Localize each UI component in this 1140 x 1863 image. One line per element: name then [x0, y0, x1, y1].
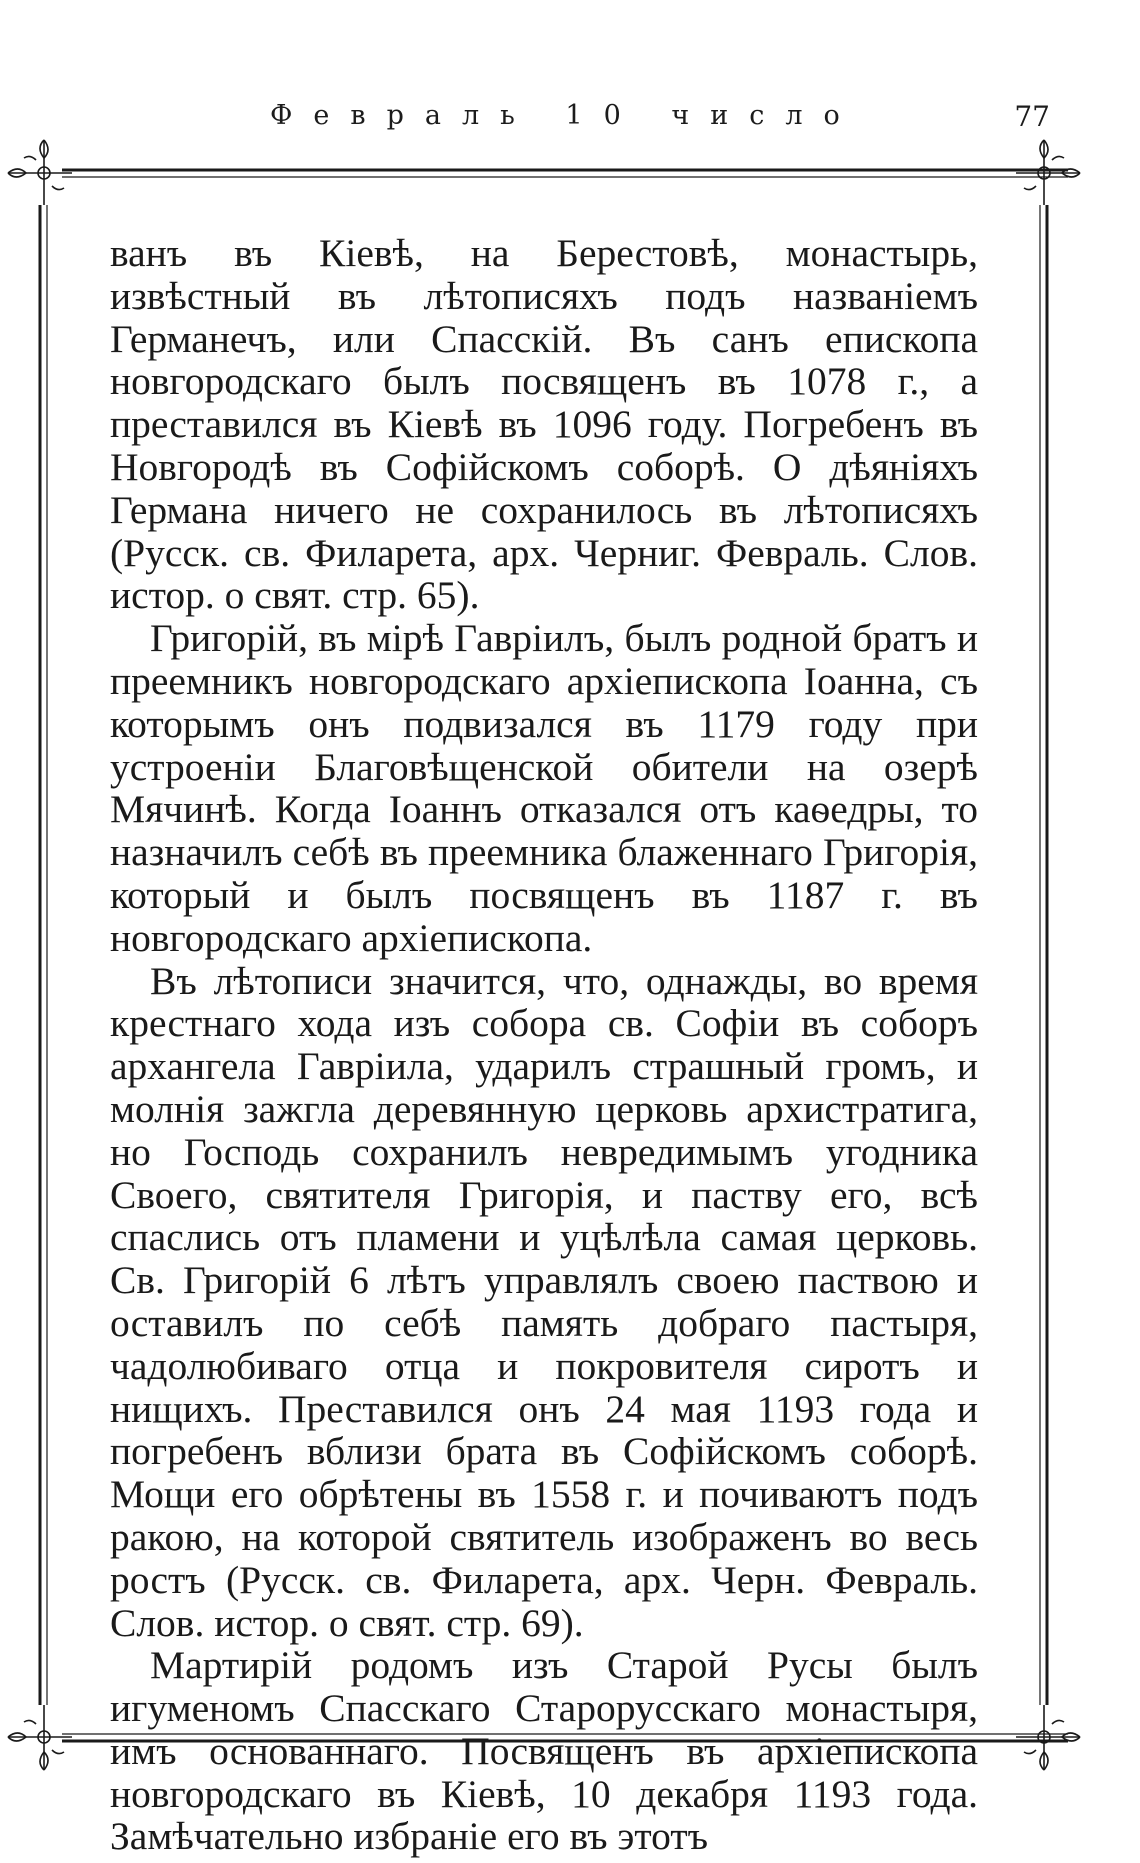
paragraph-chronicle: Въ лѣтописи значится, что, однажды, во время крестнаго хода изъ собора св. Софіи въ соборъ архангела Гавріила, ударилъ страшный громъ, и молнія зажгла деревянную церковь архистратига, но Господь сохранилъ невредимымъ угодника Своего, святителя Григорія, и паству его, всѣ спаслись отъ пламени и уцѣлѣла самая церковь. Св. Григорій 6 лѣтъ управлялъ своею паствою и оставилъ по себѣ память добраго пастыря, чадолюбиваго отца и покровителя сиротъ и нищихъ. Преставился онъ 24 мая 1193 года и погребенъ вблизи брата въ Софійскомъ соборѣ. Мощи его обрѣтены въ 1558 г. и почиваютъ подъ ракою, на которой святитель изображенъ во весь ростъ (Русск. св. Филарета, арх. Черн. Февраль. Слов. истор. о свят. стр. 69).	[110, 958, 978, 1645]
running-head-title: Февраль 10 число	[270, 100, 861, 131]
paragraph-german-continued: ванъ въ Кіевѣ, на Берестовѣ, монастырь, извѣстный въ лѣтописяхъ подъ названіемъ Германечъ, или Спасскій. Въ санъ епископа новгородскаго былъ посвященъ въ 1078 г., а преставился въ Кіевѣ въ 1096 году. Погребенъ въ Новгородѣ въ Софійскомъ соборѣ. О дѣяніяхъ Германа ничего не сохранилось въ лѣтописяхъ (Русск. св. Филарета, арх. Черниг. Февраль. Слов. истор. о свят. стр. 65).	[110, 231, 978, 618]
corner-ornament-bottom-right	[1016, 1705, 1080, 1770]
corner-ornament-top-right	[1016, 140, 1080, 205]
corner-ornament-top-left	[8, 140, 72, 205]
paragraph-martiriy: Мартирій родомъ изъ Старой Русы былъ игуменомъ Спасскаго Старорусскаго монастыря, имъ основаннаго. Посвященъ въ архіепископа новгородскаго въ Кіевѣ, 10 декабря 1193 года. Замѣчательно избраніе его въ этотъ	[110, 1643, 978, 1859]
paragraph-grigoriy: Григорій, въ мірѣ Гавріилъ, былъ родной братъ и преемникъ новгородскаго архіепископа Іоанна, съ которымъ онъ подвизался въ 1179 году при устроеніи Благовѣщенской обители на озерѣ Мячинѣ. Когда Іоаннъ отказался отъ каѳедры, то назначилъ себѣ въ преемника блаженнаго Григорія, который и былъ посвященъ въ 1187 г. въ новгородскаго архіепископа.	[110, 616, 978, 960]
corner-ornament-bottom-left	[8, 1705, 72, 1770]
main-text	[110, 232, 978, 1858]
page-number: 77	[1014, 100, 1050, 133]
